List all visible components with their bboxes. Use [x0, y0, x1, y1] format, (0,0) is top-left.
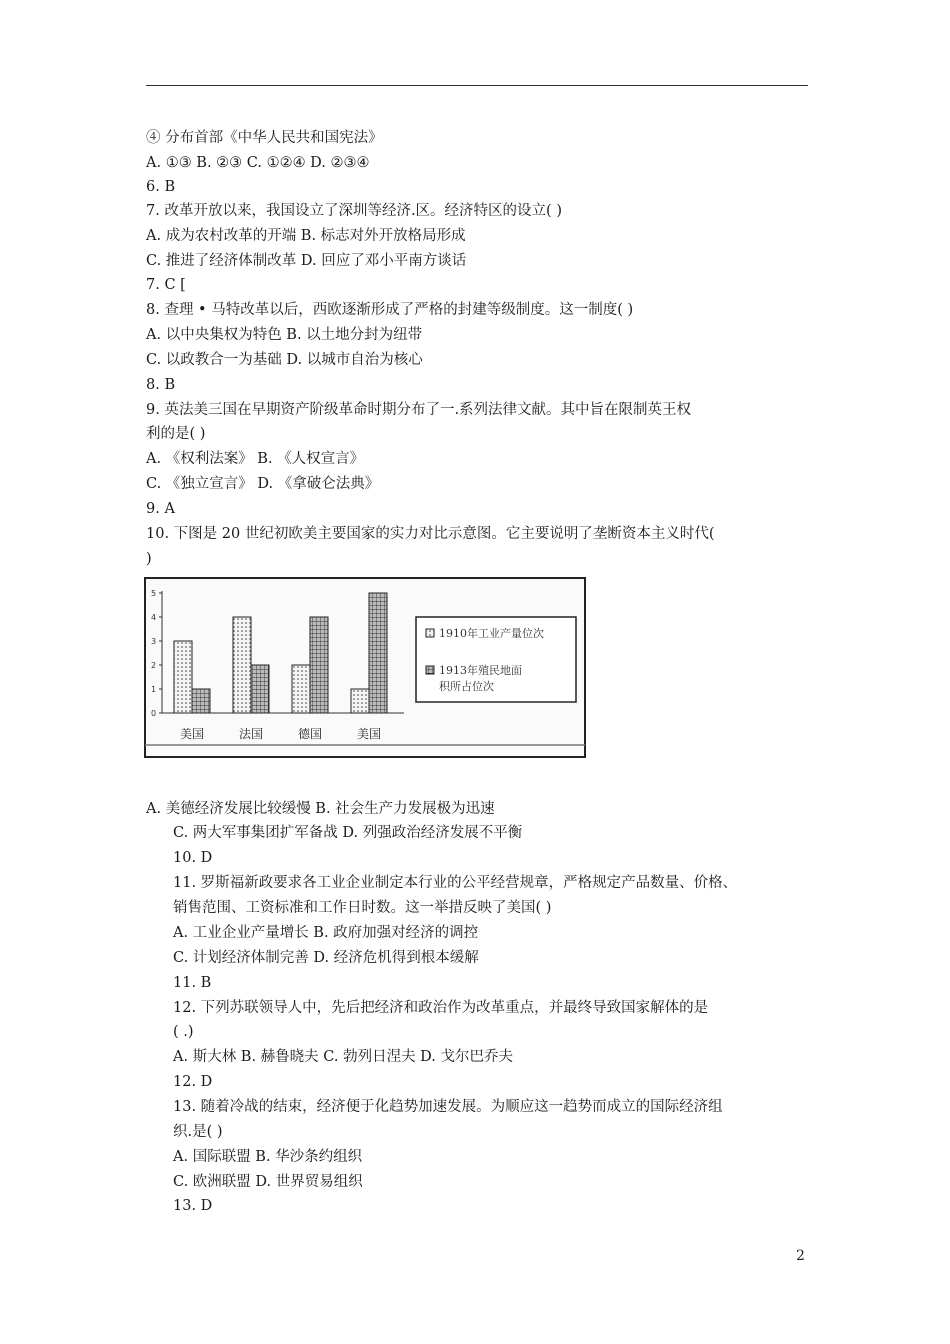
legend-label-series-2: 1913年殖民地面积所占位次 — [439, 664, 522, 693]
y-tick-label: 3 — [151, 637, 157, 646]
y-tick-label: 4 — [151, 613, 157, 622]
legend-label-series-1: 1910年工业产量位次 — [439, 627, 544, 640]
y-tick-label: 1 — [151, 685, 157, 694]
text-line: 9. 英法美三国在早期资产阶级革命时期分布了一.系列法律文献。其中旨在限制英王权 — [146, 402, 692, 418]
text-line: 12. 下列苏联领导人中，先后把经济和政治作为改革重点，并最终导致国家解体的是 — [173, 1000, 709, 1016]
text-line: 织.是( ) — [173, 1124, 223, 1140]
text-line: A. 《权利法案》 B. 《人权宣言》 — [146, 451, 365, 467]
text-line: 销售范围、工资标准和工作日时数。这一举措反映了美国( ) — [173, 900, 552, 916]
y-tick-label: 2 — [151, 661, 157, 670]
x-category-label: 美国 — [356, 727, 382, 741]
text-line: 13. 随着冷战的结束，经济便于化趋势加速发展。为顺应这一趋势而成立的国际经济组 — [173, 1099, 723, 1115]
text-line: 12. D — [173, 1074, 213, 1090]
text-line: 6. B — [146, 179, 176, 195]
text-line: 11. B — [173, 975, 212, 991]
text-line: 10. 下图是 20 世纪初欧美主要国家的实力对比示意图。它主要说明了垄断资本主义时代( — [146, 526, 715, 542]
text-line: C. 以政教合一为基础 D. 以城市自治为核心 — [146, 352, 423, 368]
y-tick-label: 0 — [151, 709, 157, 718]
bar-series-1 — [233, 617, 251, 713]
x-category-label: 美国 — [179, 727, 205, 741]
text-line: A. 美德经济发展比较缓慢 B. 社会生产力发展极为迅速 — [146, 801, 495, 817]
bar-series-1 — [351, 689, 369, 713]
text-line: A. 成为农村改革的开端 B. 标志对外开放格局形成 — [146, 228, 466, 244]
text-line: 8. 查理 • 马特改革以后，西欧逐渐形成了严格的封建等级制度。这一制度( ) — [146, 302, 634, 318]
bar-series-2 — [310, 617, 328, 713]
text-line: 8. B — [146, 377, 176, 393]
text-line: C. 计划经济体制完善 D. 经济危机得到根本缓解 — [173, 950, 479, 966]
bar-series-2 — [369, 593, 387, 713]
bar-series-1 — [174, 641, 192, 713]
text-line: A. 国际联盟 B. 华沙条约组织 — [173, 1149, 363, 1165]
text-line: 10. D — [173, 850, 213, 866]
text-line: 11. 罗斯福新政要求各工业企业制定本行业的公平经营规章，严格规定产品数量、价格、 — [173, 875, 738, 891]
text-line: A. 斯大林 B. 赫鲁晓夫 C. 勃列日涅夫 D. 戈尔巴乔夫 — [173, 1049, 514, 1065]
text-line: 利的是( ) — [146, 426, 206, 442]
text-line: C. 推进了经济体制改革 D. 回应了邓小平南方谈话 — [146, 253, 467, 269]
legend-swatch-series-2 — [426, 666, 434, 674]
legend-swatch-series-1 — [426, 629, 434, 637]
text-line: A. ①③ B. ②③ C. ①②④ D. ②③④ — [146, 155, 370, 171]
text-line: ) — [146, 551, 152, 567]
text-line: ( .) — [173, 1024, 194, 1040]
x-category-label: 法国 — [238, 727, 264, 741]
text-line: ④ 分布首部《中华人民共和国宪法》 — [146, 130, 383, 146]
x-category-label: 德国 — [297, 727, 323, 741]
page-number: 2 — [796, 1248, 805, 1264]
bar-series-1 — [292, 665, 310, 713]
text-line: A. 工业企业产量增长 B. 政府加强对经济的调控 — [173, 925, 479, 941]
y-tick-label: 5 — [151, 589, 157, 598]
bar-series-2 — [192, 689, 210, 713]
header-rule — [146, 85, 808, 86]
text-line: 13. D — [173, 1198, 213, 1214]
bar-series-2 — [251, 665, 269, 713]
text-line: C. 欧洲联盟 D. 世界贸易组织 — [173, 1174, 363, 1190]
power-comparison-chart — [144, 577, 586, 758]
text-line: A. 以中央集权为特色 B. 以土地分封为纽带 — [146, 327, 423, 343]
text-line: 7. C [ — [146, 277, 186, 293]
text-line: C. 两大军事集团扩军备战 D. 列强政治经济发展不平衡 — [173, 825, 523, 841]
text-line: 9. A — [146, 501, 175, 517]
text-line: C. 《独立宣言》 D. 《拿破仑法典》 — [146, 476, 380, 492]
text-line: 7. 改革开放以来，我国设立了深圳等经济.区。经济特区的设立( ) — [146, 203, 562, 219]
